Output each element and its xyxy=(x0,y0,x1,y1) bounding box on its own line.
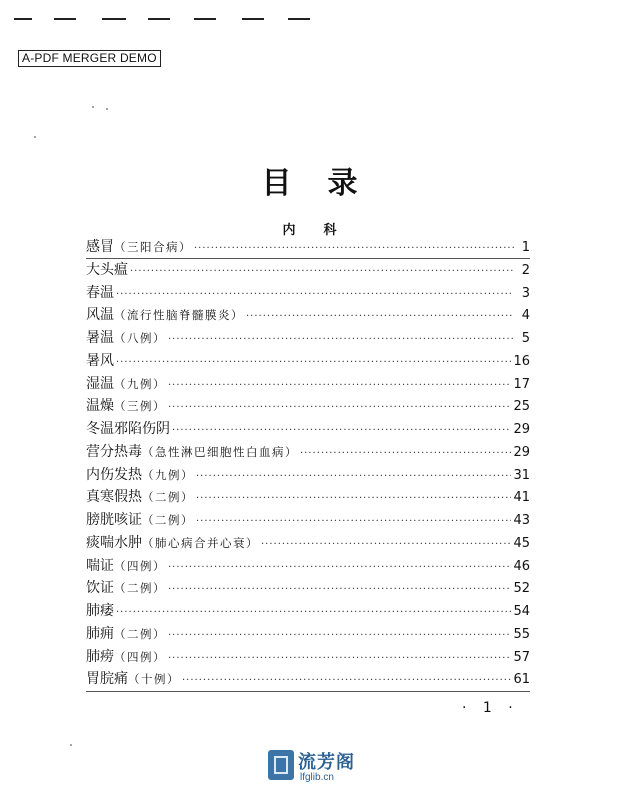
toc-entry[interactable] xyxy=(86,509,530,532)
dot-leader xyxy=(116,602,511,625)
dot-leader xyxy=(300,443,511,466)
entry-note: （三阳合病） xyxy=(114,240,192,254)
dot-leader xyxy=(196,511,511,534)
dot-leader xyxy=(196,488,511,511)
toc-entry[interactable] xyxy=(86,532,530,555)
entry-page: 29 xyxy=(513,422,530,437)
entry-note: （急性淋巴细胞性白血病） xyxy=(142,444,298,459)
entry-title: 肺痈 xyxy=(86,625,114,642)
entry-page: 3 xyxy=(521,285,530,301)
entry-page: 1 xyxy=(521,240,530,255)
toc-entry[interactable] xyxy=(86,395,530,418)
toc-entry[interactable] xyxy=(86,236,530,259)
dot-leader xyxy=(196,466,511,489)
entry-page: 54 xyxy=(513,604,530,619)
scan-speck xyxy=(34,136,36,138)
toc-entry[interactable] xyxy=(86,600,530,623)
entry-page: 29 xyxy=(513,444,530,460)
top-dash-line xyxy=(14,18,324,22)
entry-title: 真寒假热 xyxy=(86,489,142,506)
toc-entry[interactable] xyxy=(86,282,530,305)
site-logo xyxy=(268,748,362,786)
logo-url: lfglib.cn xyxy=(300,772,334,783)
entry-note: （四例） xyxy=(114,649,166,664)
entry-title: 湿温 xyxy=(86,375,114,392)
toc-entry[interactable] xyxy=(86,350,530,373)
entry-note: （四例） xyxy=(114,558,166,573)
dot-leader xyxy=(182,670,511,693)
scan-speck xyxy=(70,744,72,746)
entry-title: 肺痨 xyxy=(86,648,114,665)
scan-speck xyxy=(106,108,108,110)
dot-leader xyxy=(168,648,511,671)
entry-title: 喘证 xyxy=(86,557,114,574)
dot-leader xyxy=(168,397,511,420)
entry-title: 胃脘痛 xyxy=(86,671,128,688)
toc-entry[interactable] xyxy=(86,486,530,509)
entry-note: （二例） xyxy=(142,490,194,505)
table-of-contents xyxy=(86,236,530,691)
toc-entry[interactable] xyxy=(86,577,530,600)
dot-leader xyxy=(261,534,511,557)
entry-note: （八例） xyxy=(114,331,166,345)
entry-title: 大头瘟 xyxy=(86,261,128,278)
dot-leader xyxy=(130,261,514,284)
entry-title: 肺痿 xyxy=(86,603,114,619)
toc-divider xyxy=(86,258,530,259)
entry-title: 春温 xyxy=(86,284,114,301)
entry-page: 46 xyxy=(513,558,530,574)
entry-page: 5 xyxy=(521,331,530,346)
dot-leader xyxy=(168,579,511,602)
entry-note: （二例） xyxy=(142,513,194,527)
entry-note: （二例） xyxy=(114,581,166,596)
dot-leader xyxy=(168,557,511,580)
entry-page: 31 xyxy=(513,467,530,483)
dot-leader xyxy=(116,284,514,307)
toc-entry[interactable] xyxy=(86,327,530,350)
toc-entry[interactable] xyxy=(86,464,530,487)
entry-title: 风温 xyxy=(86,307,114,324)
entry-page: 43 xyxy=(513,513,530,528)
book-emblem-icon xyxy=(268,750,294,780)
entry-title: 暑风 xyxy=(86,352,114,369)
entry-page: 4 xyxy=(521,308,530,324)
entry-page: 52 xyxy=(513,581,530,597)
entry-title: 饮证 xyxy=(86,580,114,597)
toc-entry[interactable] xyxy=(86,441,530,464)
toc-entry[interactable] xyxy=(86,668,530,691)
entry-page: 25 xyxy=(513,399,530,415)
watermark-label: A-PDF MERGER DEMO xyxy=(18,50,161,67)
section-heading: 内科 xyxy=(282,223,365,238)
entry-title: 内伤发热 xyxy=(86,466,142,483)
entry-title: 冬温邪陷伤阴 xyxy=(86,421,170,437)
dot-leader xyxy=(116,352,511,375)
entry-note: （三例） xyxy=(114,399,166,414)
dot-leader xyxy=(168,625,511,648)
dot-leader xyxy=(168,329,514,352)
toc-entry[interactable] xyxy=(86,259,530,282)
entry-page: 61 xyxy=(513,672,530,688)
dot-leader xyxy=(172,420,511,443)
entry-title: 暑温 xyxy=(86,330,114,346)
toc-entry[interactable] xyxy=(86,373,530,396)
toc-entry[interactable] xyxy=(86,555,530,578)
entry-note: （二例） xyxy=(114,626,166,641)
entry-page: 16 xyxy=(513,353,530,369)
entry-note: （十例） xyxy=(128,672,180,687)
toc-divider xyxy=(86,691,530,692)
entry-note: （九例） xyxy=(142,467,194,482)
entry-page: 55 xyxy=(513,626,530,642)
logo-name: 流芳阁 xyxy=(298,752,355,773)
toc-entry[interactable] xyxy=(86,304,530,327)
entry-title: 痰喘水肿 xyxy=(86,534,142,551)
entry-page: 41 xyxy=(513,490,530,506)
page-number: · 1 · xyxy=(462,700,519,716)
dot-leader xyxy=(168,375,511,398)
dot-leader xyxy=(246,306,514,329)
toc-entry[interactable] xyxy=(86,418,530,441)
page-title: 目录 xyxy=(261,166,394,201)
entry-page: 17 xyxy=(513,376,530,392)
entry-page: 45 xyxy=(513,535,530,551)
entry-note: （肺心病合并心衰） xyxy=(142,535,259,550)
entry-note: （九例） xyxy=(114,376,166,391)
entry-title: 温燥 xyxy=(86,398,114,415)
entry-title: 感冒 xyxy=(86,239,114,255)
toc-entry[interactable] xyxy=(86,646,530,669)
entry-page: 2 xyxy=(521,262,530,278)
toc-entry[interactable] xyxy=(86,623,530,646)
scan-speck xyxy=(92,106,94,108)
entry-note: （流行性脑脊髓膜炎） xyxy=(114,308,244,323)
entry-title: 营分热毒 xyxy=(86,443,142,460)
entry-title: 膀胱咳证 xyxy=(86,512,142,528)
entry-page: 57 xyxy=(513,649,530,665)
